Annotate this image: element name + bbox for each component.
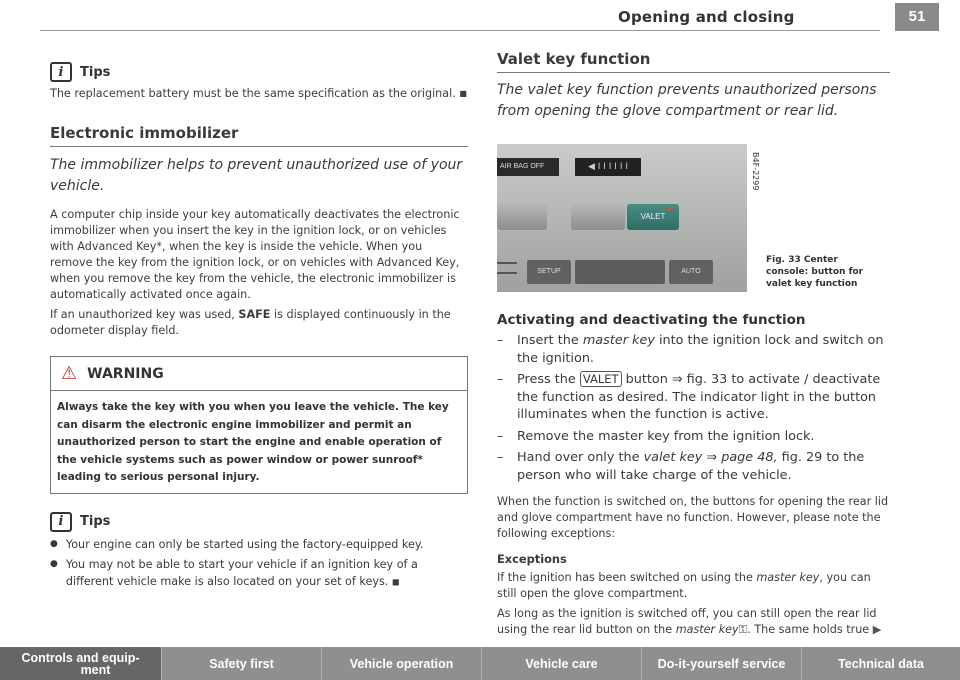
continue-arrow-icon: ▶ [872,623,882,636]
paragraph: If an unauthorized key was used, SAFE is displayed continuously in the odometer display field. [50,308,451,337]
display-slot [575,260,665,284]
section-intro: The valet key function prevents unauthorized persons from opening the glove compartment or rear lid. [497,82,877,119]
footer-nav [0,647,960,680]
tips-block [50,62,468,102]
paragraph: A computer chip inside your key automatically deactivates the electronic immobilizer when you insert the key in the ignition lock, or on vehicles with Advanced Key*, when the key is inside the vehicle. When you remove the key from the ignition lock, or on vehicles with Advanced Key, when you remove the key from the vehicle, the electronic immobilizer is automatically activated once again. [50,208,460,301]
warning-text: Always take the key with you when you leave the vehicle. The key can disarm the electronic engine immobilizer and permit an unauthorized person to start the engine and enable operation of the vehicle systems such as power window or power sunroof* leading to serious personal injury. [57,401,449,483]
left-column [50,62,468,590]
setup-button: SETUP [527,260,571,284]
console-button [497,204,547,230]
console-photo [497,144,760,292]
immobilizer-section [50,124,468,339]
valet-key-label: VALET [580,371,622,387]
tab-safety[interactable]: Safety first [162,647,322,680]
list-item: ● You may not be able to start your vehicle if an ignition key of a different vehicle make is also located on your set of keys. ■ [50,557,418,588]
tips-title: Tips [80,64,111,80]
console-button [571,204,625,230]
airbag-label: AIR BAG OFF [497,158,559,176]
subsection-title: Activating and deactivating the function [497,312,806,328]
tab-vehicle-care[interactable]: Vehicle care [482,647,642,680]
tips-text: The replacement battery must be the same specification as the original. ■ [50,87,467,100]
info-icon: i [50,62,72,82]
tips-block [50,512,468,591]
tab-vehicle-operation[interactable]: Vehicle operation [322,647,482,680]
tab-diy-service[interactable]: Do-it-yourself service [642,647,802,680]
info-icon: i [50,512,72,532]
tab-controls[interactable]: Controls and equip- ment [0,647,162,680]
warning-triangle-icon: ⚠ [61,363,78,384]
airbag-indicator: ◀ I I I I I I [575,158,641,176]
figure-caption: Fig. 33 Center console: button for valet key function [766,255,864,289]
section-title: Electronic immobilizer [50,124,468,147]
warning-title: WARNING [87,365,164,382]
step-item: – Remove the master key from the ignition lock. [497,428,815,444]
exceptions-title: Exceptions [497,552,567,566]
page-number: 51 [895,3,939,31]
auto-button: AUTO [669,260,713,284]
paragraph: If the ignition has been switched on using the master key, you can still open the glove compartment. [497,571,871,600]
list-item: ● Your engine can only be started using the factory-equipped key. [50,537,424,551]
figure [497,144,890,292]
figure-code: B4F-2299 [751,152,760,191]
section-title: Valet key function [497,50,890,73]
paragraph: When the function is switched on, the buttons for opening the rear lid and glove compartment have no function. However, please note the following exceptions: [497,495,889,540]
tips-title: Tips [80,514,111,529]
tab-technical-data[interactable]: Technical data [838,656,924,671]
header-title: Opening and closing [618,8,795,26]
warning-box [50,356,468,494]
indicator-light [668,207,673,210]
right-column [497,50,890,638]
paragraph: As long as the ignition is switched off, you can still open the rear lid using the rear lid button on the master key⚿. The same holds true ▶ [497,607,882,636]
step-item: – Press the VALET button ⇒ fig. 33 to activate / deactivate the function as desired. The indicator light in the button illuminates when the function is active. [497,372,881,422]
header-rule [40,30,880,31]
step-item: – Hand over only the valet key ⇒ page 48, fig. 29 to the person who will take charge of the vehicle. [497,450,865,483]
section-intro: The immobilizer helps to prevent unauthorized use of your vehicle. [50,157,463,194]
vent-icon [497,262,517,274]
key-icon: ⚿ [738,623,748,636]
valet-button: VALET [627,204,679,230]
step-item: – Insert the master key into the ignition lock and switch on the ignition. [497,333,884,366]
